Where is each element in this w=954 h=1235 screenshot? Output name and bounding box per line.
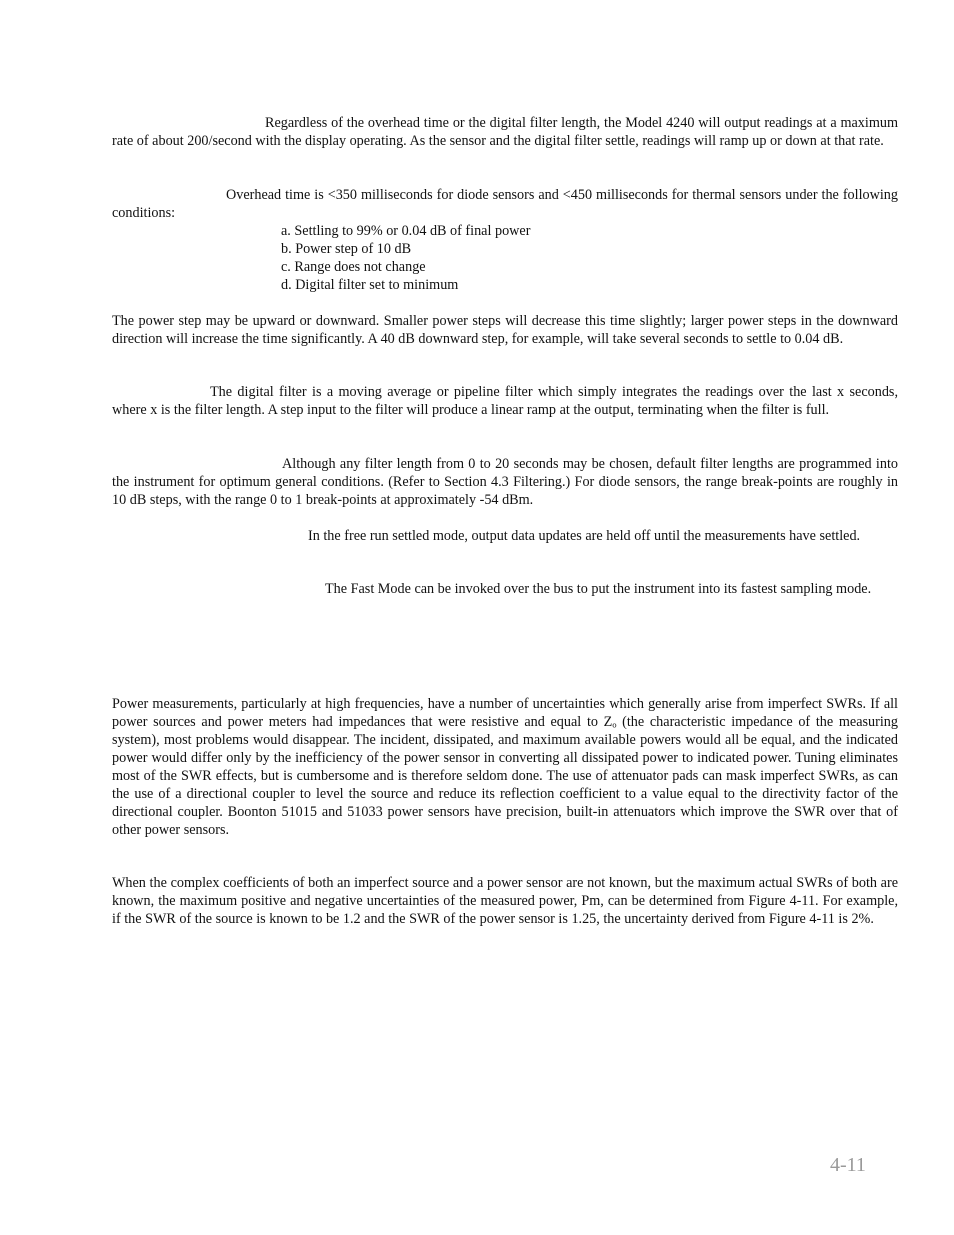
paragraph-swr-uncertainty: Power measurements, particularly at high frequencies, have a number of uncertainties which generally arise from imperfect SWRs. If all power sources and power meters had impedances that were resistive and equal to Zₒ (the characteristic impedance of the measuring system), most problems would disappear. The incident, dissipated, and maximum available powers would all be equal, and the indicated power would differ only by the inefficiency of the power sensor in converting all dissipated power to indicated power. Tuning eliminates most of the SWR effects, but is cumbersome and is therefore seldom done. The use of attenuator pads can mask imperfect SWRs, as can the use of a directional coupler to level the source and reduce its reflection coefficient to a value equal to the directivity factor of the directional coupler. Boonton 51015 and 51033 power sensors have precision, built-in attenuators which improve the SWR over that of other power sensors.: [112, 696, 898, 838]
paragraph-figure-reference: When the complex coefficients of both an imperfect source and a power sensor are not known, but the maximum actual SWRs of both are known, the maximum positive and negative uncertainties of the measured power, Pm, can be determined from Figure 4-11. For example, if the SWR of the source is known to be 1.2 and the SWR of the power sensor is 1.25, the uncertainty derived from Figure 4-11 is 2%.: [112, 875, 898, 927]
conditions-list: [281, 222, 530, 294]
condition-item: b. Power step of 10 dB: [281, 241, 412, 257]
paragraph-fast-mode: The Fast Mode can be invoked over the bus to put the instrument into its fastest sampling mode.: [325, 581, 872, 597]
condition-item: d. Digital filter set to minimum: [281, 277, 459, 293]
paragraph-output-rate: Regardless of the overhead time or the digital filter length, the Model 4240 will output readings at a maximum rate of about 200/second with the display operating. As the sensor and the digital filter settle, readings will ramp up or down at that rate.: [112, 115, 898, 149]
paragraph-power-step: The power step may be upward or downward. Smaller power steps will decrease this time slightly; larger power steps in the downward direction will increase the time significantly. A 40 dB downward step, for example, will take several seconds to settle to 0.04 dB.: [112, 313, 898, 347]
paragraph-filter-length: Although any filter length from 0 to 20 seconds may be chosen, default filter lengths are programmed into the instrument for optimum general conditions. (Refer to Section 4.3 Filtering.) For diode sensors, the range break-points are roughly in 10 dB steps, with the range 0 to 1 break-points at approximately -54 dBm.: [112, 456, 898, 508]
paragraph-digital-filter: The digital filter is a moving average or pipeline filter which simply integrates the readings over the last x seconds, where x is the filter length. A step input to the filter will produce a linear ramp at the output, terminating when the filter is full.: [112, 384, 898, 418]
page-number: 4-11: [830, 1154, 866, 1176]
condition-item: a. Settling to 99% or 0.04 dB of final power: [281, 223, 531, 239]
condition-item: c. Range does not change: [281, 259, 426, 275]
paragraph-overhead-time: Overhead time is <350 milliseconds for diode sensors and <450 milliseconds for thermal sensors under the following conditions:: [112, 187, 898, 221]
paragraph-settled-mode: In the free run settled mode, output data updates are held off until the measurements have settled.: [308, 528, 861, 544]
